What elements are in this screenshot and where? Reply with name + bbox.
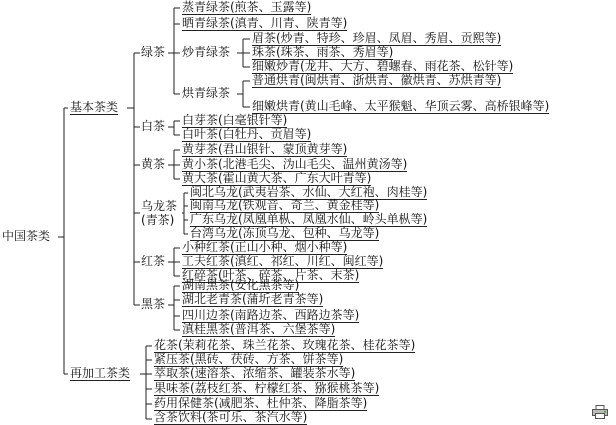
yellow-tea-item: 黄小茶(北港毛尖、沩山毛尖、温州黄汤等)	[182, 157, 408, 171]
pan-fried-item: 细嫩炒青(龙井、大方、碧螺春、雨花茶、松针等)	[252, 59, 514, 73]
oolong-item: 台湾乌龙(冻顶乌龙、包种、乌龙等)	[190, 226, 380, 240]
reprocessed-item: 萃取茶(速溶茶、浓缩茶、罐装茶水等)	[154, 366, 356, 380]
white-tea-item: 白芽茶(白毫银针等)	[182, 113, 288, 127]
white-tea-label: 白茶	[141, 119, 166, 133]
oolong-item: 广东乌龙(凤凰单枞、凤凰水仙、岭头单枞等)	[190, 212, 428, 226]
red-tea-item: 工夫红茶(滇红、祁红、川红、闽红等)	[182, 254, 384, 268]
printer-icon[interactable]	[592, 405, 608, 419]
yellow-tea-item: 黄芽茶(君山银针、蒙顶黄芽等)	[182, 142, 348, 156]
reprocessed-tea-label: 再加工茶类	[70, 366, 131, 380]
oolong-item: 闽北乌龙(武夷岩茶、水仙、大红袍、肉桂等)	[190, 185, 428, 199]
dark-tea-label: 黑茶	[141, 297, 166, 311]
pan-fried-item: 珠茶(珠茶、雨茶、秀眉等)	[252, 45, 394, 59]
yellow-tea-item: 黄大茶(霍山黄大茶、广东大叶青等)	[182, 171, 372, 185]
reprocessed-item: 紧压茶(黑砖、茯砖、方茶、饼茶等)	[154, 352, 344, 366]
white-tea-item: 白叶茶(白牡丹、贡眉等)	[182, 127, 312, 141]
red-tea-label: 红茶	[141, 254, 166, 268]
dark-tea-item: 湖南黑茶(安化黑茶等)	[182, 278, 300, 292]
green-tea-label: 绿茶	[141, 45, 166, 59]
yellow-tea-label: 黄茶	[141, 157, 166, 171]
dark-tea-item: 湖北老青茶(蒲圻老青茶等)	[182, 292, 324, 306]
reprocessed-item: 果味茶(荔枝红茶、柠檬红茶、猕猴桃茶等)	[154, 381, 380, 395]
red-tea-item: 小种红茶(正山小种、烟小种等)	[182, 240, 348, 254]
oolong-item: 闽南乌龙(铁观音、奇兰、黄金桂等)	[190, 198, 380, 212]
baked-item: 细嫩烘青(黄山毛峰、太平猴魁、华顶云雾、高桥银峰等)	[252, 99, 550, 113]
sun-dried-green-tea: 晒青绿茶(滇青、川青、陕青等)	[182, 16, 348, 30]
pan-fried-item: 眉茶(炒青、特珍、珍眉、凤眉、秀眉、贡熙等)	[252, 31, 502, 45]
oolong-tea-label: 乌龙茶	[141, 199, 178, 213]
dark-tea-item: 滇桂黑茶(普洱茶、六堡茶等)	[182, 322, 336, 336]
reprocessed-item: 药用保健茶(减肥茶、杜仲茶、降脂茶等)	[154, 396, 368, 410]
dark-tea-item: 四川边茶(南路边茶、西路边茶等)	[182, 308, 360, 322]
reprocessed-item: 花茶(茉莉花茶、珠兰花茶、玫瑰花茶、桂花茶等)	[154, 338, 416, 352]
pan-fried-green-tea-label: 炒青绿茶	[182, 45, 231, 59]
baked-item: 普通烘青(闽烘青、浙烘青、徽烘青、苏烘青等)	[252, 73, 502, 87]
basic-tea-label: 基本茶类	[70, 100, 119, 114]
oolong-tea-alt-label: (青茶)	[141, 213, 175, 227]
red-tea-item: 红碎茶(叶茶、碎茶、片茶、末茶)	[182, 268, 360, 282]
reprocessed-item: 含茶饮料(茶可乐、茶汽水等)	[154, 410, 308, 424]
root-label: 中国茶类	[2, 229, 51, 243]
steamed-green-tea: 蒸青绿茶(煎茶、玉露等)	[182, 0, 312, 14]
baked-green-tea-label: 烘青绿茶	[182, 86, 231, 100]
